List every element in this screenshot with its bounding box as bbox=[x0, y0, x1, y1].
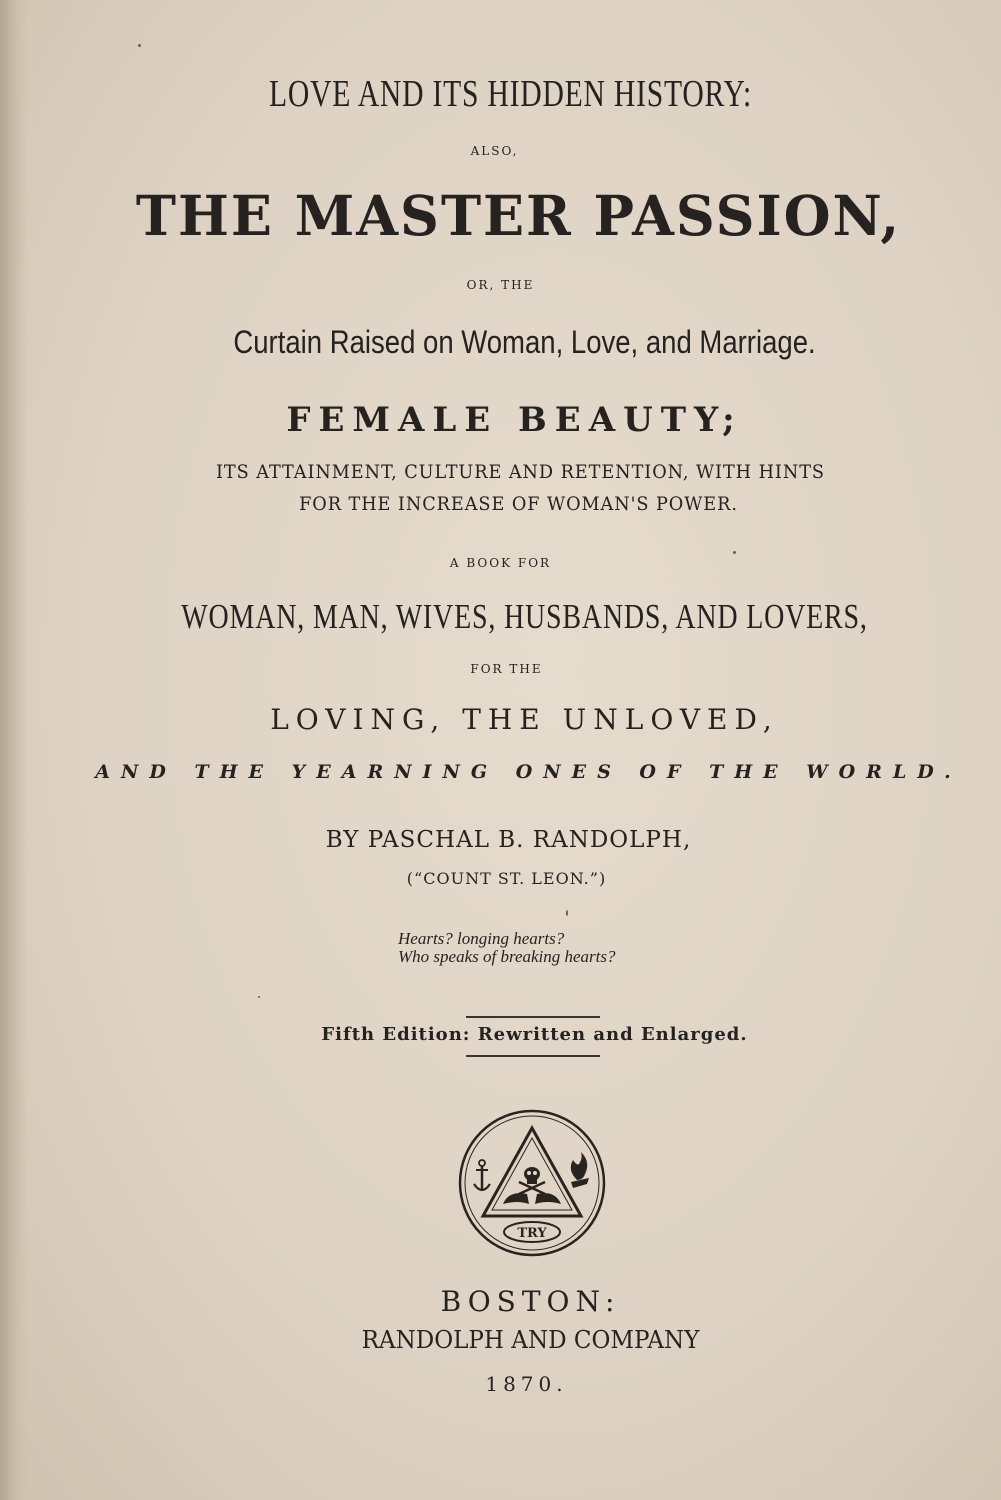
a-book-for-label: A BOOK FOR bbox=[449, 556, 552, 570]
subtitle: Curtain Raised on Woman, Love, and Marriage. bbox=[233, 324, 816, 360]
paper-speck bbox=[733, 551, 736, 554]
paper-speck bbox=[566, 910, 568, 916]
also-label: ALSO, bbox=[470, 144, 519, 158]
edition-line: Fifth Edition: Rewritten and Enlarged. bbox=[321, 1024, 748, 1045]
book-gutter bbox=[0, 0, 28, 1500]
year-line: 1870. bbox=[485, 1372, 568, 1396]
audience-line: WOMAN, MAN, WIVES, HUSBANDS, AND LOVERS, bbox=[181, 597, 868, 636]
epigraph-line-2: Who speaks of breaking hearts? bbox=[398, 947, 616, 966]
yearning-line: AND THE YEARNING ONES OF THE WORLD. bbox=[95, 761, 962, 783]
pseudonym-line: (“COUNT ST. LEON.”) bbox=[406, 869, 607, 888]
main-title: THE MASTER PASSION, bbox=[135, 183, 902, 248]
for-the-label: FOR THE bbox=[470, 662, 543, 676]
title-line-love: LOVE AND ITS HIDDEN HISTORY: bbox=[269, 73, 752, 115]
seal-text: TRY bbox=[517, 1226, 547, 1241]
city-line: BOSTON: bbox=[440, 1285, 621, 1318]
loving-line: LOVING, THE UNLOVED, bbox=[270, 703, 779, 736]
edition-rule-top bbox=[466, 1016, 600, 1018]
epigraph-line-1: Hearts? longing hearts? bbox=[398, 929, 565, 948]
edition-rule-bottom bbox=[466, 1055, 600, 1057]
author-line: BY PASCHAL B. RANDOLPH, bbox=[325, 827, 692, 853]
publisher-seal-icon bbox=[457, 1108, 607, 1258]
paper-speck bbox=[138, 44, 141, 47]
attainment-line-1: ITS ATTAINMENT, CULTURE AND RETENTION, WITH HINTS bbox=[216, 461, 825, 483]
publisher-line: RANDOLPH AND COMPANY bbox=[361, 1326, 700, 1354]
or-the-label: OR, THE bbox=[466, 278, 535, 292]
attainment-line-2: FOR THE INCREASE OF WOMAN'S POWER. bbox=[299, 493, 738, 515]
paper-speck bbox=[258, 996, 260, 998]
female-beauty-heading: FEMALE BEAUTY; bbox=[286, 400, 743, 440]
